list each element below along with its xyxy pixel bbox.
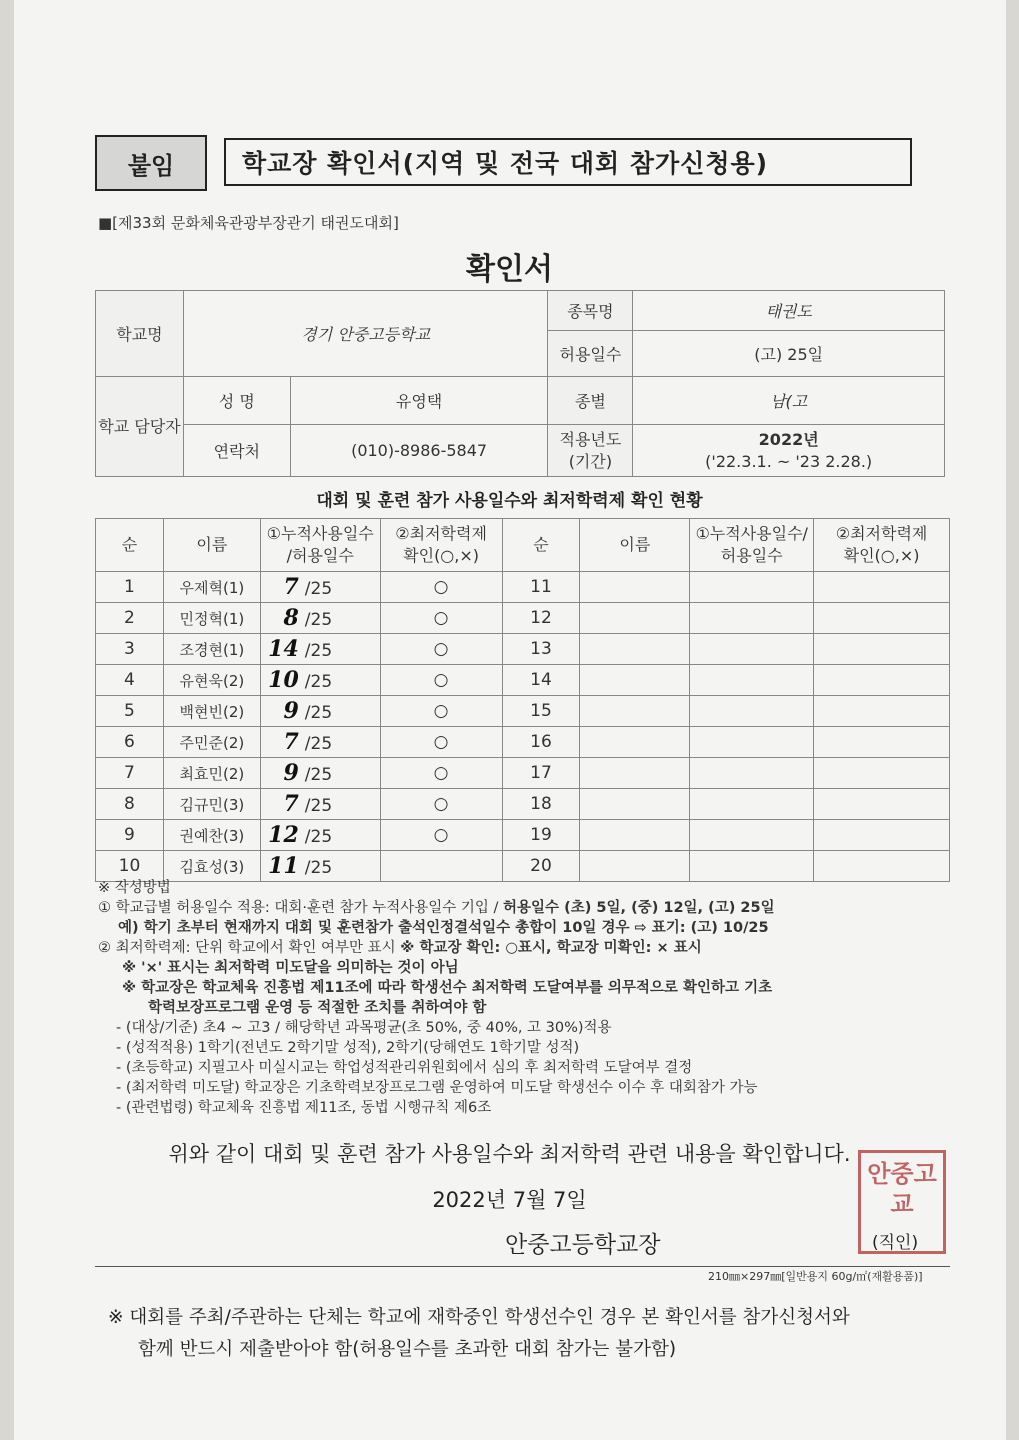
row-name: 권예찬(3)	[163, 820, 260, 851]
form-title: 학교장 확인서(지역 및 전국 대회 참가신청용)	[224, 138, 912, 186]
row-name-right	[580, 789, 690, 820]
note-9: - (관련법령) 학교체육 진흥법 제11조, 동법 시행규칙 제6조	[116, 1100, 492, 1116]
note-6: - (성적적용) 1학기(전년도 2학기말 성적), 2학기(당해연도 1학기말 성적)	[116, 1040, 580, 1056]
divider	[95, 1266, 950, 1267]
section-title: 대회 및 훈련 참가 사용일수와 최저학력제 확인 현황	[316, 491, 703, 511]
issue-date: 2022년 7월 7일	[432, 1188, 587, 1212]
row-days	[260, 789, 380, 820]
name-label: 성 명	[183, 377, 290, 425]
footer-line-2: 함께 반드시 제출받아야 함(허용일수를 초과한 대회 참가는 불가함)	[138, 1339, 677, 1360]
row-no: 6	[96, 727, 164, 758]
row-name-right	[580, 665, 690, 696]
instructions	[98, 878, 958, 1118]
row-check: ○	[380, 758, 502, 789]
row-name: 우제혁(1)	[163, 572, 260, 603]
row-no: 8	[96, 789, 164, 820]
allowed-days: /25	[304, 796, 333, 816]
row-no-right: 18	[502, 789, 580, 820]
header-no-right: 순	[502, 519, 580, 572]
gender-value: 남(고	[633, 377, 945, 425]
row-check	[380, 851, 502, 882]
contact-label: 연락처	[183, 425, 290, 477]
row-no-right: 20	[502, 851, 580, 882]
table-row	[96, 665, 950, 696]
row-name: 김효성(3)	[163, 851, 260, 882]
row-check-right	[814, 634, 950, 665]
contest-name: ■[제33회 문화체육관광부장관기 태권도대회]	[98, 214, 399, 232]
row-name-right	[580, 820, 690, 851]
allowed-days: /25	[304, 672, 333, 692]
header-days-right: ①누적사용일수/ 허용일수	[690, 519, 814, 572]
used-days: 7	[283, 574, 299, 600]
confirm-statement: 위와 같이 대회 및 훈련 참가 사용일수와 최저학력 관련 내용을 확인합니다.	[168, 1142, 851, 1166]
note-4-cont: 학력보장프로그램 운영 등 적절한 조치를 취하여야 함	[148, 1000, 487, 1016]
row-name: 민정혁(1)	[163, 603, 260, 634]
allowed-days: /25	[304, 610, 333, 630]
used-days: 9	[283, 760, 299, 786]
row-days	[260, 758, 380, 789]
row-check-right	[814, 758, 950, 789]
table-row	[96, 634, 950, 665]
allowed-days: /25	[304, 703, 333, 723]
row-check: ○	[380, 665, 502, 696]
usage-table	[95, 518, 950, 882]
period-range: ('22.3.1. ~ '23 2.28.)	[705, 451, 873, 471]
table-row	[96, 851, 950, 882]
row-no-right: 15	[502, 696, 580, 727]
row-check: ○	[380, 789, 502, 820]
allowed-days-value: (고) 25일	[633, 331, 945, 377]
allowed-days: /25	[304, 641, 333, 661]
attachment-label: 붙임	[95, 135, 207, 191]
note-1-example: 예) 학기 초부터 현재까지 대회 및 훈련참가 출석인정결석일수 총합이 10일 경우 ⇨ 표기: (고) 10/25	[118, 920, 769, 936]
contact-value: (010)-8986-5847	[290, 425, 548, 477]
row-no: 1	[96, 572, 164, 603]
row-check-right	[814, 572, 950, 603]
row-check-right	[814, 696, 950, 727]
note-4: ※ 학교장은 학교체육 진흥법 제11조에 따라 학생선수 최저학력 도달여부를 의무적으로 확인하고 기초	[122, 980, 773, 996]
row-name: 김규민(3)	[163, 789, 260, 820]
row-name-right	[580, 758, 690, 789]
row-days-right	[690, 727, 814, 758]
row-no-right: 11	[502, 572, 580, 603]
note-3: ※ '×' 표시는 최저학력 미도달을 의미하는 것이 아님	[122, 960, 459, 976]
row-name-right	[580, 851, 690, 882]
used-days: 12	[268, 822, 299, 848]
row-name: 백현빈(2)	[163, 696, 260, 727]
allowed-days: /25	[304, 827, 333, 847]
row-days-right	[690, 820, 814, 851]
row-no-right: 19	[502, 820, 580, 851]
row-days-right	[690, 603, 814, 634]
header-no: 순	[96, 519, 164, 572]
manager-label: 학교 담당자	[96, 377, 184, 477]
gender-label: 종별	[548, 377, 633, 425]
row-check-right	[814, 603, 950, 634]
row-check: ○	[380, 727, 502, 758]
header-min: ②최저학력제 확인(○,×)	[380, 519, 502, 572]
used-days: 8	[283, 605, 299, 631]
official-seal: 안중고교	[858, 1150, 946, 1254]
used-days: 7	[283, 791, 299, 817]
row-check: ○	[380, 572, 502, 603]
row-check: ○	[380, 634, 502, 665]
table-row	[96, 758, 950, 789]
row-days	[260, 572, 380, 603]
row-days	[260, 634, 380, 665]
row-days	[260, 851, 380, 882]
row-check-right	[814, 820, 950, 851]
row-days-right	[690, 696, 814, 727]
school-value: 경기 안중고등학교	[183, 291, 548, 377]
row-no: 2	[96, 603, 164, 634]
table-row	[96, 603, 950, 634]
table-row	[96, 696, 950, 727]
allowed-days: /25	[304, 579, 333, 599]
row-no: 5	[96, 696, 164, 727]
allowed-days: /25	[304, 858, 333, 878]
period-year: 2022년	[758, 429, 819, 449]
period-value	[633, 425, 945, 477]
header-days: ①누적사용일수 /허용일수	[260, 519, 380, 572]
row-no: 4	[96, 665, 164, 696]
row-days-right	[690, 665, 814, 696]
row-days-right	[690, 634, 814, 665]
header-min-right: ②최저학력제 확인(○,×)	[814, 519, 950, 572]
period-label: 적용년도 (기간)	[548, 425, 633, 477]
row-no: 3	[96, 634, 164, 665]
row-days-right	[690, 758, 814, 789]
table-row	[96, 789, 950, 820]
row-name-right	[580, 696, 690, 727]
row-no-right: 12	[502, 603, 580, 634]
event-label: 종목명	[548, 291, 633, 331]
school-info-table	[95, 290, 945, 477]
note-7: - (초등학교) 지필고사 미실시교는 학업성적관리위원회에서 심의 후 최저학력 도달여부 결정	[116, 1060, 693, 1076]
table-row	[96, 572, 950, 603]
used-days: 7	[283, 729, 299, 755]
row-days-right	[690, 851, 814, 882]
row-no: 9	[96, 820, 164, 851]
allowed-days-label: 허용일수	[548, 331, 633, 377]
header-name-right: 이름	[580, 519, 690, 572]
table-row	[96, 820, 950, 851]
row-days	[260, 603, 380, 634]
row-no-right: 17	[502, 758, 580, 789]
row-no: 10	[96, 851, 164, 882]
used-days: 9	[283, 698, 299, 724]
row-name: 주민준(2)	[163, 727, 260, 758]
row-name: 유현욱(2)	[163, 665, 260, 696]
row-days	[260, 820, 380, 851]
notes-heading: ※ 작성방법	[98, 880, 171, 896]
document-title: 확인서	[466, 252, 553, 287]
school-label: 학교명	[96, 291, 184, 377]
note-8: - (최저학력 미도달) 학교장은 기초학력보장프로그램 운영하여 미도달 학생선수 이수 후 대회참가 가능	[116, 1080, 758, 1096]
seal-label: (직인)	[872, 1233, 919, 1253]
row-no-right: 16	[502, 727, 580, 758]
note-5: - (대상/기준) 초4 ~ 고3 / 해당학년 과목평균(초 50%, 중 40%, 고 30%)적용	[116, 1020, 612, 1036]
row-days	[260, 696, 380, 727]
row-days-right	[690, 789, 814, 820]
note-2: ② 최저학력제: 단위 학교에서 확인 여부만 표시 ※ 학교장 확인: ○표시, 학교장 미확인: × 표시	[98, 940, 702, 956]
principal-title: 안중고등학교장	[505, 1232, 661, 1258]
row-check: ○	[380, 603, 502, 634]
row-name-right	[580, 727, 690, 758]
table-header-row	[96, 519, 950, 572]
footer-note	[108, 1302, 850, 1366]
row-check: ○	[380, 820, 502, 851]
table-row	[96, 727, 950, 758]
row-name-right	[580, 603, 690, 634]
name-value: 유영택	[290, 377, 548, 425]
paper-spec: 210㎜×297㎜[일반용지 60g/㎡(재활용품)]	[708, 1270, 923, 1283]
row-name: 조경현(1)	[163, 634, 260, 665]
note-1: ① 학교급별 허용일수 적용: 대회·훈련 참가 누적사용일수 기입 / 허용일수 (초) 5일, (중) 12일, (고) 25일	[98, 900, 775, 916]
row-check-right	[814, 727, 950, 758]
row-no: 7	[96, 758, 164, 789]
used-days: 14	[268, 636, 299, 662]
footer-line-1: ※ 대회를 주최/주관하는 단체는 학교에 재학중인 학생선수인 경우 본 확인서를 참가신청서와	[108, 1307, 850, 1328]
row-name-right	[580, 572, 690, 603]
row-check-right	[814, 665, 950, 696]
allowed-days: /25	[304, 765, 333, 785]
row-days-right	[690, 572, 814, 603]
row-check: ○	[380, 696, 502, 727]
event-value: 태권도	[633, 291, 945, 331]
row-check-right	[814, 851, 950, 882]
row-no-right: 14	[502, 665, 580, 696]
allowed-days: /25	[304, 734, 333, 754]
row-check-right	[814, 789, 950, 820]
used-days: 10	[268, 667, 299, 693]
header-name: 이름	[163, 519, 260, 572]
row-days	[260, 665, 380, 696]
used-days: 11	[268, 853, 299, 879]
row-name: 최효민(2)	[163, 758, 260, 789]
row-name-right	[580, 634, 690, 665]
row-no-right: 13	[502, 634, 580, 665]
row-days	[260, 727, 380, 758]
